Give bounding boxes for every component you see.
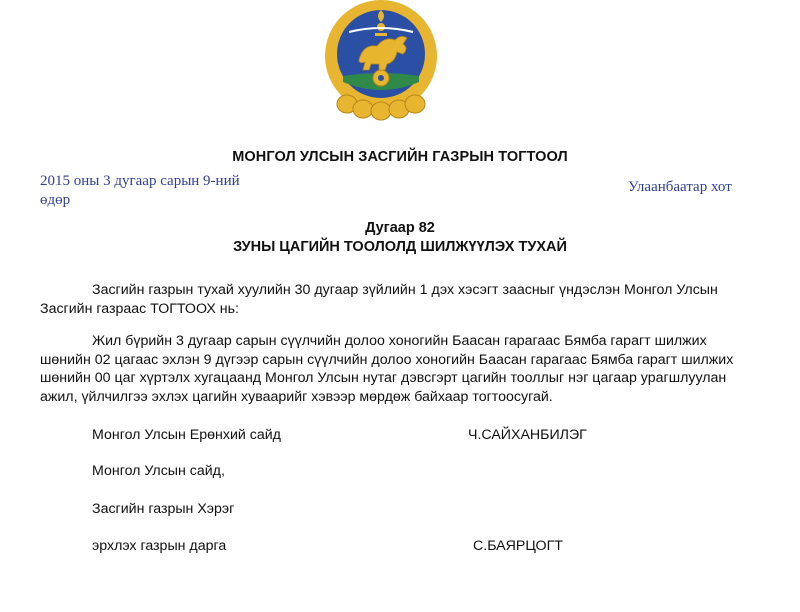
document-city: Улаанбаатар хот	[628, 179, 732, 195]
paragraph-basis: Засгийн газрын тухай хуулийн 30 дугаар зүйлийн 1 дэх хэсэгт заасныг үндэслэн Монгол Улсын Засгийн газраас ТОГТООХ нь:	[40, 282, 718, 317]
date-line-2: өдөр	[40, 192, 71, 208]
signature-title-minister: Монгол Улсын сайд,	[92, 463, 225, 479]
document-number: Дугаар 82	[365, 220, 435, 236]
signature-name-minister: С.БАЯРЦОГТ	[473, 538, 563, 554]
signature-title-cabinet-line2: эрхлэх газрын дарга	[92, 538, 227, 554]
signature-title-prime-minister: Монгол Улсын Ерөнхий сайд	[92, 427, 281, 443]
document-date	[40, 172, 260, 210]
paragraph-resolution: Жил бүрийн 3 дугаар сарын сүүлчийн долоо хоногийн Баасан гарагаас Бямба гарагт шилжих шөнийн 02 цагаас эхлэн 9 дүгээр сарын сүүлчийн долоо хоногийн Баасан гарагаас Бямба гарагт шилжих шөнийн 00 цаг хүртэлх хугацаанд Монгол Улсын нутаг дэвсгэрт цагийн тооллыг нэг цагаар урагшлуулан ажил, үйлчилгээ эхлэх цагийн хуваарийг хэвээр мөрдөж байхаар тогтоосугай.	[40, 333, 734, 405]
signature-title-cabinet-line1: Засгийн газрын Хэрэг	[92, 501, 235, 517]
document-subject: ЗУНЫ ЦАГИЙН ТООЛОЛД ШИЛЖҮҮЛЭХ ТУХАЙ	[233, 239, 567, 255]
state-emblem-icon	[319, 0, 443, 122]
signature-name-prime-minister: Ч.САЙХАНБИЛЭГ	[468, 427, 587, 443]
date-line-1: 2015 оны 3 дугаар сарын 9-ний	[40, 173, 240, 189]
document-title: МОНГОЛ УЛСЫН ЗАСГИЙН ГАЗРЫН ТОГТООЛ	[232, 149, 568, 165]
